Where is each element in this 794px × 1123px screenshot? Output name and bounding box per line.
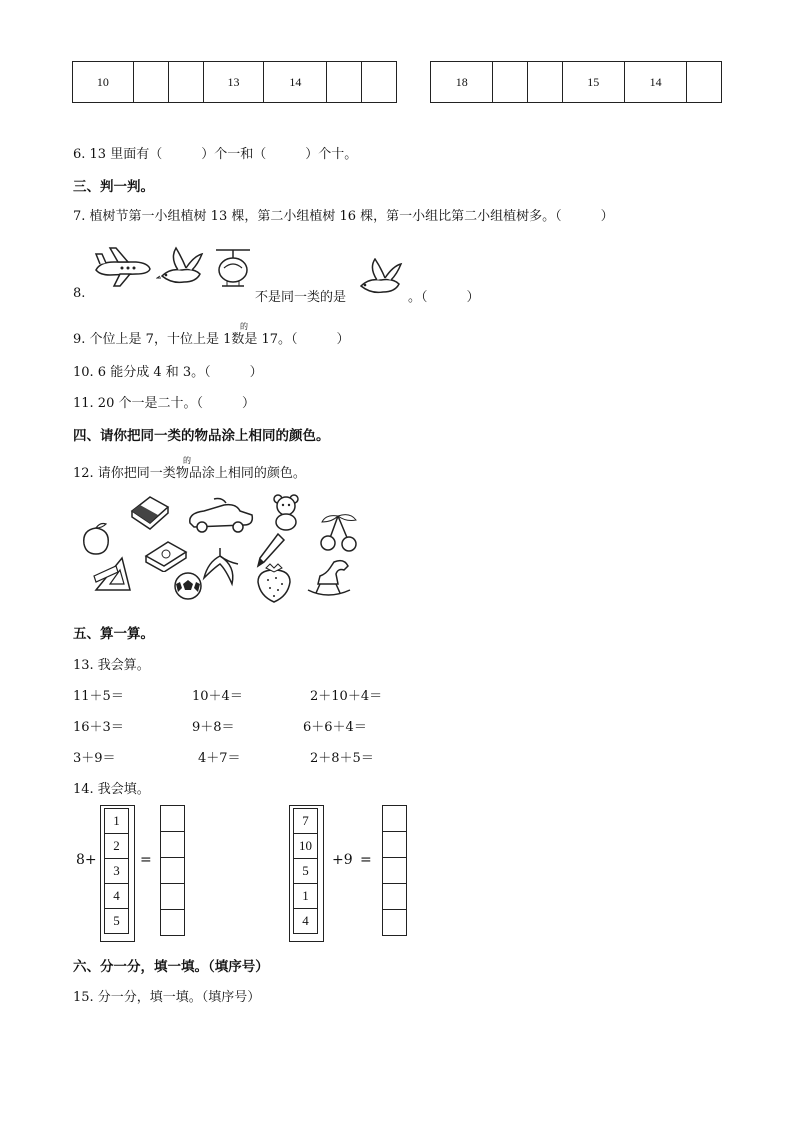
seq-cell-blank[interactable]: [133, 62, 168, 103]
calc-expression: 9＋8＝: [192, 720, 235, 735]
question-8-text: 不是同一类的是: [255, 290, 347, 305]
fill-a-prefix: 8+: [76, 852, 97, 868]
answer-cell[interactable]: [383, 832, 407, 858]
question-9: [73, 328, 350, 347]
ruby-annotation: 的: [183, 456, 191, 465]
calc-expression: 4＋7＝: [198, 751, 241, 766]
section-3-heading: 三、判一判。: [73, 179, 154, 195]
calc-expression: 16＋3＝: [73, 720, 124, 735]
strawberry-icon: [254, 562, 294, 604]
answer-cell[interactable]: [383, 858, 407, 884]
seq-cell-blank[interactable]: [362, 62, 397, 103]
answer-cell[interactable]: [161, 910, 185, 936]
question-13: 13. 我会算。: [73, 658, 150, 673]
number-cell: 5: [294, 859, 318, 884]
cherry-icon: [316, 512, 362, 552]
question-14: 14. 我会填。: [73, 782, 150, 797]
number-sequence-right: [430, 61, 722, 103]
answer-cell[interactable]: [383, 910, 407, 936]
bird-icon: [355, 258, 407, 300]
section-6-heading: 六、分一分，填一填。（填序号）: [73, 959, 269, 975]
answer-cell[interactable]: [161, 832, 185, 858]
question-11: 11. 20 个一是二十。（ ）: [73, 396, 255, 411]
seq-cell: 14: [264, 62, 327, 103]
question-15: 15. 分一分，填一填。（填序号）: [73, 990, 261, 1005]
rocking-horse-icon: [304, 556, 354, 602]
teddy-bear-icon: [268, 493, 304, 531]
peach-icon: [80, 520, 112, 556]
number-cell: 4: [105, 884, 129, 909]
equals-sign: =: [360, 852, 372, 868]
fill-a-answer-column: [160, 805, 185, 936]
calc-expression: 2＋8＋5＝: [310, 751, 374, 766]
seq-cell: 18: [431, 62, 493, 103]
calc-expression: 11＋5＝: [73, 689, 124, 704]
fill-b-answer-column: [382, 805, 407, 936]
toy-car-icon: [184, 495, 256, 535]
seq-cell-blank[interactable]: [168, 62, 203, 103]
calc-expression: 2＋10＋4＝: [310, 689, 383, 704]
question-10: 10. 6 能分成 4 和 3。（ ）: [73, 365, 263, 380]
number-cell: 10: [294, 834, 318, 859]
helicopter-icon: [210, 246, 256, 292]
number-cell: 4: [294, 909, 318, 934]
question-6: 6. 13 里面有（ ）个一和（ ）个十。: [73, 147, 358, 162]
seq-cell-blank[interactable]: [527, 62, 562, 103]
section-5-heading: 五、算一算。: [73, 626, 154, 642]
bird-icon: [156, 246, 208, 290]
seq-cell: 15: [562, 62, 624, 103]
answer-cell[interactable]: [383, 884, 407, 910]
fill-b-number-column: [293, 808, 318, 934]
section-4-heading: 四、请你把同一类的物品涂上相同的颜色。: [73, 428, 330, 444]
question-12-part-a: 12. 请你把同一类: [73, 466, 176, 481]
calc-expression: 6＋6＋4＝: [303, 720, 367, 735]
fill-a-number-column: [104, 808, 129, 934]
number-cell: 5: [105, 909, 129, 934]
fill-b-suffix: +9: [332, 852, 353, 868]
airplane-icon: [92, 244, 154, 288]
ball-icon: [172, 570, 204, 602]
pencil-sharpener-icon: [142, 536, 190, 572]
question-8-number: 8.: [73, 286, 86, 301]
banana-icon: [198, 544, 242, 588]
seq-cell: 10: [73, 62, 134, 103]
number-cell: 1: [294, 884, 318, 909]
calc-expression: 10＋4＝: [192, 689, 243, 704]
question-7: 7. 植树节第一小组植树 13 棵，第二小组植树 16 棵，第一小组比第二小组植树多。（ ）: [73, 209, 614, 224]
seq-cell: 13: [203, 62, 264, 103]
answer-cell[interactable]: [383, 806, 407, 832]
number-cell: 3: [105, 859, 129, 884]
answer-cell[interactable]: [161, 858, 185, 884]
number-sequence-left: [72, 61, 397, 103]
question-8-answer: 。（ ）: [408, 290, 480, 305]
seq-cell: 14: [624, 62, 686, 103]
seq-cell-blank[interactable]: [687, 62, 722, 103]
book-icon: [128, 493, 172, 531]
question-9-part-a: 9. 个位上是 7，十位上是 1: [73, 332, 232, 347]
seq-cell-blank[interactable]: [327, 62, 362, 103]
question-12-part-b: 物品涂上相同的颜色。: [175, 466, 306, 481]
answer-cell[interactable]: [161, 884, 185, 910]
number-cell: 2: [105, 834, 129, 859]
answer-cell[interactable]: [161, 806, 185, 832]
ruler-icon: [92, 556, 134, 592]
equals-sign: =: [140, 852, 152, 868]
seq-cell-blank[interactable]: [493, 62, 528, 103]
ruby-annotation: 的: [240, 322, 248, 331]
question-9-part-b: 数是 17。（ ）: [231, 332, 350, 347]
number-cell: 1: [105, 809, 129, 834]
number-cell: 7: [294, 809, 318, 834]
calc-expression: 3＋9＝: [73, 751, 116, 766]
